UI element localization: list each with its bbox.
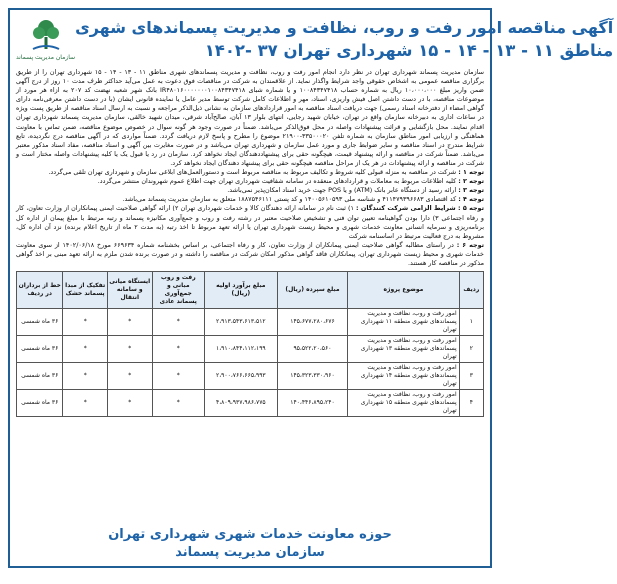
cell-dry-waste: *: [63, 309, 107, 336]
note-5: [16, 204, 484, 240]
note-2-text: کلیه اطلاعات مربوط به معاملات و قراردادهای منعقده در سامانه شفافیت شهرداری تهران جهت اطلاع عموم شهروندان منتشر می‌گردد.: [97, 177, 457, 186]
header: [10, 10, 614, 68]
page-subtitle: مناطق ۱۱ - ۱۳ - ۱۴ - ۱۵ شهرداری تهران ۳۷ -۱۴۰۲: [204, 41, 614, 60]
note-2: [16, 177, 484, 186]
note-4-text: کد اقتصادی ۴۱۱۴۷۹۳۹۶۶۸۳ و شناسه ملی ۱۴۰۰۵۶۱۰۵۹۳ و کد پستی ۱۸۸۷۵۴۶۱۱۱ متعلق به سازمان مدیریت پسماند می‌باشد.: [122, 195, 457, 204]
advertisement-page: [8, 8, 614, 568]
col-row-number: ردیف: [459, 272, 483, 309]
title-block: [75, 16, 617, 62]
logo-caption: سازمان مدیریت پسماند: [16, 54, 76, 61]
table-header-row: [17, 272, 484, 309]
announcement-body: [10, 68, 490, 268]
cell-transfer: *: [107, 309, 152, 336]
col-duration: خط از برداران در ردیف: [17, 272, 63, 309]
col-deposit: مبلغ سپرده (ریال): [277, 272, 347, 309]
organization-logo: [16, 13, 75, 65]
page-title: آگهی مناقصه امور رفت و روب، نظافت و مدیریت پسماندهای شهری: [75, 18, 614, 37]
table-row: [17, 363, 484, 390]
note-6: [16, 241, 484, 268]
cell-sweeping: *: [152, 336, 204, 363]
table-row: [17, 309, 484, 336]
cell-no: ۲: [459, 336, 483, 363]
table-row: [17, 336, 484, 363]
cell-dry-waste: *: [63, 363, 107, 390]
cell-transfer: *: [107, 336, 152, 363]
note-1: [16, 168, 484, 177]
note-5-label: توجه ۵ : شرایط الزامی شرکت کنندگان :: [356, 204, 484, 213]
cell-estimate: ۲،۹۱۳،۵۴۳،۶۱۳،۵۱۲: [204, 309, 277, 336]
note-3: [16, 186, 484, 195]
cell-subject: امور رفت و روب، نظافت و مدیریت پسماندهای شهری منطقه ۱۱ شهرداری تهران: [348, 309, 459, 336]
cell-no: ۳: [459, 363, 483, 390]
col-estimate: مبلغ برآورد اولیه (ریال): [204, 272, 277, 309]
cell-sweeping: *: [152, 363, 204, 390]
cell-estimate: ۲،۹۰۰،۷۶۶،۶۶۵،۹۹۳: [204, 363, 277, 390]
cell-sweeping: *: [152, 309, 204, 336]
cell-duration: ۳۶ ماه شمسی: [17, 336, 63, 363]
tree-logo-icon: [27, 17, 65, 53]
cell-deposit: ۱۴۵،۶۷۷،۲۸۰،۶۷۶: [277, 309, 347, 336]
cell-estimate: ۴،۸۰۹،۹۳۷،۹۸۶،۷۷۵: [204, 390, 277, 417]
note-4: [16, 195, 484, 204]
note-3-label: توجه ۳ :: [458, 186, 484, 195]
col-transfer-station: ایستگاه میانی و سامانه انتقال: [107, 272, 152, 309]
cell-deposit: ۱۴۵،۳۲۳،۳۳۰،۹۶۰: [277, 363, 347, 390]
cell-dry-waste: *: [63, 390, 107, 417]
note-4-label: توجه ۴ :: [458, 195, 484, 204]
footer-organization: سازمان مدیریت پسماند: [175, 545, 325, 560]
col-dry-waste: تفکیک از مبدا پسماند خشک: [63, 272, 107, 309]
note-6-label: توجه ۶ :: [456, 240, 485, 249]
cell-estimate: ۱،۹۱۰،۸۴۴،۱۱۲،۱۹۹: [204, 336, 277, 363]
col-sweeping: رفت و روب مبانی و جمع‌آوری پسماند عادی: [152, 272, 204, 309]
col-subject: موضوع پروژه: [348, 272, 459, 309]
cell-subject: امور رفت و روب، نظافت و مدیریت پسماندهای شهری منطقه ۱۳ شهرداری تهران: [348, 336, 459, 363]
cell-dry-waste: *: [63, 336, 107, 363]
note-6-text: در راستای مطالبه گواهی صلاحیت ایمنی پیمانکاران از وزارت تعاون، کار و رفاه اجتماعی، بر اساس بخشنامه شماره ۶۶۹۶۳۴ مورخ ۱۴۰۲/۰۶/۱۸ از سوی معاونت خدمات شهری و محیط زیست شهرداری تهران، پیمانکاران فاقد گواهی مذکور امکان شرکت در مناقصه را داشته و در صورت برنده شدن ملزم به ارائه تعهد مبنی بر اخذ گواهی مذکور در مناقصه کار هستند.: [16, 240, 484, 267]
cell-duration: ۳۶ ماه شمسی: [17, 309, 63, 336]
note-5-text: ۱) ثبت نام در سامانه ارائه دهندگان کالا و خدمات شهرداری تهران ۲) ارائه گواهی صلاحیت ایمنی پیمانکاران از وزارت تعاون، کار و رفاه اجتماعی ۳) دارا بودن گواهینامه تعیین توان فنی و تشخیص صلاحیت معتبر در رشته رفت و روب و جمع‌آوری مکانیزه پسماند و رتبه مرتبط با مبلغ پیمان از اداره کل برنامه‌ریزی و سرمایه انسانی معاونت خدمات شهری و محیط زیست شهرداری تهران یا ارائه تعهد مربوط تا اخذ رتبه (به مدت ۲ ماه از تاریخ اعلام برنده) نزد آن اداره کل، مشروط به درج فعالیت مرتبط در اساسنامه شرکت: [16, 204, 484, 240]
cell-no: ۱: [459, 309, 483, 336]
footer-department: حوزه معاونت خدمات شهری شهرداری تهران: [108, 527, 392, 542]
cell-subject: امور رفت و روب، نظافت و مدیریت پسماندهای شهری منطقه ۱۴ شهرداری تهران: [348, 363, 459, 390]
note-3-text: ارائه رسید از دستگاه عابر بانک (ATM) و یا POS جهت خرید اسناد امکان‌پذیر نمی‌باشد.: [227, 186, 457, 195]
footer-signature: [10, 526, 490, 562]
note-1-text: شرکت در مناقصه به منزله قبولی کلیه شروط و تکالیف مربوط به مناقصه مربوط است و دستورالعمل‌های ابلاغی سازمان و شهرداری تهران تلقی می‌گردد.: [48, 168, 457, 177]
cell-no: ۴: [459, 390, 483, 417]
projects-table: [16, 271, 484, 417]
cell-transfer: *: [107, 363, 152, 390]
cell-deposit: ۱۴۰،۴۴۶،۸۹۵،۲۴۰: [277, 390, 347, 417]
note-1-label: توجه ۱ :: [458, 168, 484, 177]
cell-deposit: ۹۵،۵۲۲،۲۰،۵۶۰: [277, 336, 347, 363]
cell-subject: امور رفت و روب، نظافت و مدیریت پسماندهای شهری منطقه ۱۵ شهرداری تهران: [348, 390, 459, 417]
note-2-label: توجه ۲ :: [458, 177, 484, 186]
intro-text: سازمان مدیریت پسماند شهرداری تهران در نظر دارد انجام امور رفت و روب، نظافت و مدیریت پسماندهای شهری مناطق ۱۱ - ۱۳ - ۱۴ - ۱۵ شهرداری تهران را از طریق برگزاری مناقصه عمومی به اشخاص حقوقی واجد شرایط واگذار نماید. از علاقمندان به شرکت در مناقصات فوق دعوت به عمل می‌آید حداکثر ظرف مدت ۱۰ روز از درج آگهی ضمن واریز مبلغ ۱۰،۰۰۰،۰۰۰ ریال به شماره حساب ۱۰۰۸۴۳۴۷۴۱۸ و یا شماره شبای IR۴۸۰۱۶۰۰۰۰۰۰۰۱۰۰۸۴۳۴۷۴۱۸ بانک شهر شعبه نهضت کد ۲۰۷ به ازاء هر مورد از موضوعات مناقصه، با در دست داشتن اصل فیش واریزی، اسناد، مهر و اطلاعات کامل شرکت توسط مدیر عامل یا نماینده قانونی ایشان (با در دست داشتن معرفی‌نامه دارای گواهی امضاء از دفترخانه اسناد رسمی) جهت دریافت اسناد مناقصه به امور قراردادهای سازمان به نشانی ذیل‌الذکر مراجعه و نسبت به ارسال اسناد مناقصه از طریق پست ویژه در ساعات اداری به دبیرخانه سازمان واقع در تهران، خیابان شهید رجایی، انتهای بلوار ۱۳ آبان، صالح‌آباد شرقی، میدان شهید خالقی، سازمان مدیریت پسماند شهرداری تهران اقدام نمایند. محل بازگشایی و قرائت پیشنهادات واصله در محل فوق‌الذکر می‌باشد. ضمناً در صورت وجود هر گونه سوال در خصوص موضوع مناقصه، ضمن تماس با معاونت هماهنگی و ارزیابی امور مناطق سازمان به شماره تلفن ۳۳۵۰۰۰۲۰-۲۱۹۰۰ موضوع را مطرح و پاسخ لازم دریافت گردد. ضمناً مواردی که در آگهی مناقصه درج نگردیده، تابع شرایط مندرج در اسناد مناقصه و سایر ضوابط جاری و مورد عمل سازمان و شهرداری تهران می‌باشد و در صورت مغایرت بین آگهی و اسناد مناقصه، مفاد اسناد مذکور معتبر می‌باشد. ضمناً شرکت در مناقصه و ارائه پیشنهاد قیمت، هیچگونه حقی برای پیشنهاددهندگان ایجاد نخواهد کرد. سازمان در رد یا قبول یک یا کلیه پیشنهادات واصله مختار است و شرکت در مناقصه و ارائه پیشنهادات در هر یک از مراحل مناقصه هیچگونه حقی برای پیشنهاد دهندگان ایجاد نخواهد کرد.: [16, 68, 485, 167]
cell-duration: ۳۶ ماه شمسی: [17, 390, 63, 417]
cell-sweeping: *: [152, 390, 204, 417]
table-row: [17, 390, 484, 417]
cell-duration: ۳۶ ماه شمسی: [17, 363, 63, 390]
cell-transfer: *: [107, 390, 152, 417]
intro-paragraph: [16, 68, 484, 168]
